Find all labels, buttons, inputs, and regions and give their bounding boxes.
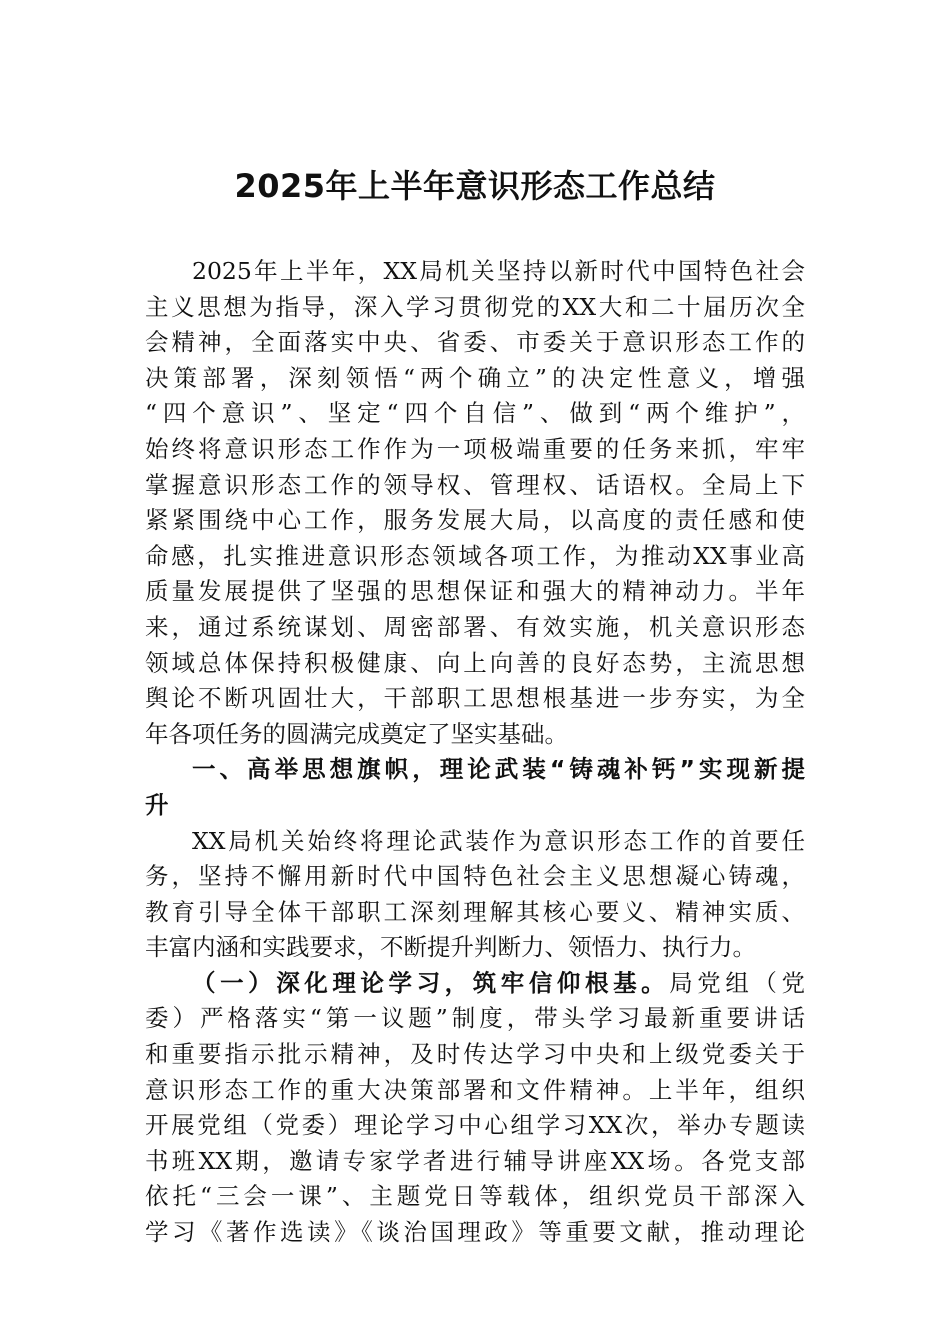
document-body <box>145 254 805 1251</box>
paragraph-line: 依托“三会一课”、主题党日等载体，组织党员干部深入 <box>145 1182 805 1211</box>
paragraph-line: 教育引导全体干部职工深刻理解其核心要义、精神实质、 <box>145 897 805 926</box>
paragraph-line: 命感，扎实推进意识形态领域各项工作，为推动XX事业高 <box>145 541 805 570</box>
subsection-heading: （一）深化理论学习，筑牢信仰根基。 <box>192 968 670 997</box>
paragraph-line: 务，坚持不懈用新时代中国特色社会主义思想凝心铸魂， <box>145 862 805 891</box>
paragraph-line: 委）严格落实“第一议题”制度，带头学习最新重要讲话 <box>145 1004 805 1033</box>
paragraph-line: 领域总体保持积极健康、向上向善的良好态势，主流思想 <box>145 648 805 677</box>
paragraph-line: 开展党组（党委）理论学习中心组学习XX次，举办专题读 <box>145 1111 805 1140</box>
paragraph-line: 质量发展提供了坚强的思想保证和强大的精神动力。半年 <box>145 577 805 606</box>
section-heading-line: 一、高举思想旗帜，理论武装“铸魂补钙”实现新提 <box>192 755 805 784</box>
paragraph-line: 丰富内涵和实践要求，不断提升判断力、领悟力、执行力。 <box>145 933 756 962</box>
paragraph-line: 主义思想为指导，深入学习贯彻党的XX大和二十届历次全 <box>145 292 805 321</box>
paragraph-line: 会精神，全面落实中央、省委、市委关于意识形态工作的 <box>145 328 805 357</box>
subsection-first-line <box>145 966 805 1002</box>
paragraph-line: 掌握意识形态工作的领导权、管理权、话语权。全局上下 <box>145 470 805 499</box>
paragraph-line: 来，通过系统谋划、周密部署、有效实施，机关意识形态 <box>145 612 805 641</box>
paragraph-line: 2025年上半年，XX局机关坚持以新时代中国特色社会 <box>192 257 805 285</box>
paragraph-line: 决策部署，深刻领悟“两个确立”的决定性意义，增强 <box>145 363 805 392</box>
section-heading-line: 升 <box>145 790 169 819</box>
paragraph-line: 始终将意识形态工作作为一项极端重要的任务来抓，牢牢 <box>145 434 805 463</box>
paragraph-line: “四个意识”、坚定“四个自信”、做到“两个维护”， <box>145 399 805 428</box>
document-title: 2025年上半年意识形态工作总结 <box>234 167 716 205</box>
paragraph-line: 和重要指示批示精神，及时传达学习中央和上级党委关于 <box>145 1040 805 1069</box>
paragraph-line: 年各项任务的圆满完成奠定了坚实基础。 <box>145 719 568 748</box>
paragraph-line: 紧紧围绕中心工作，服务发展大局，以高度的责任感和使 <box>145 506 805 535</box>
paragraph-line: XX局机关始终将理论武装作为意识形态工作的首要任 <box>192 826 805 855</box>
paragraph-text: 局党组（党 <box>669 968 806 997</box>
paragraph-line: 意识形态工作的重大决策部署和文件精神。上半年，组织 <box>145 1075 805 1104</box>
paragraph-line: 学习《著作选读》《谈治国理政》等重要文献，推动理论 <box>145 1218 805 1247</box>
paragraph-line: 舆论不断巩固壮大，干部职工思想根基进一步夯实，为全 <box>145 684 805 713</box>
paragraph-line: 书班XX期，邀请专家学者进行辅导讲座XX场。各党支部 <box>145 1146 805 1175</box>
